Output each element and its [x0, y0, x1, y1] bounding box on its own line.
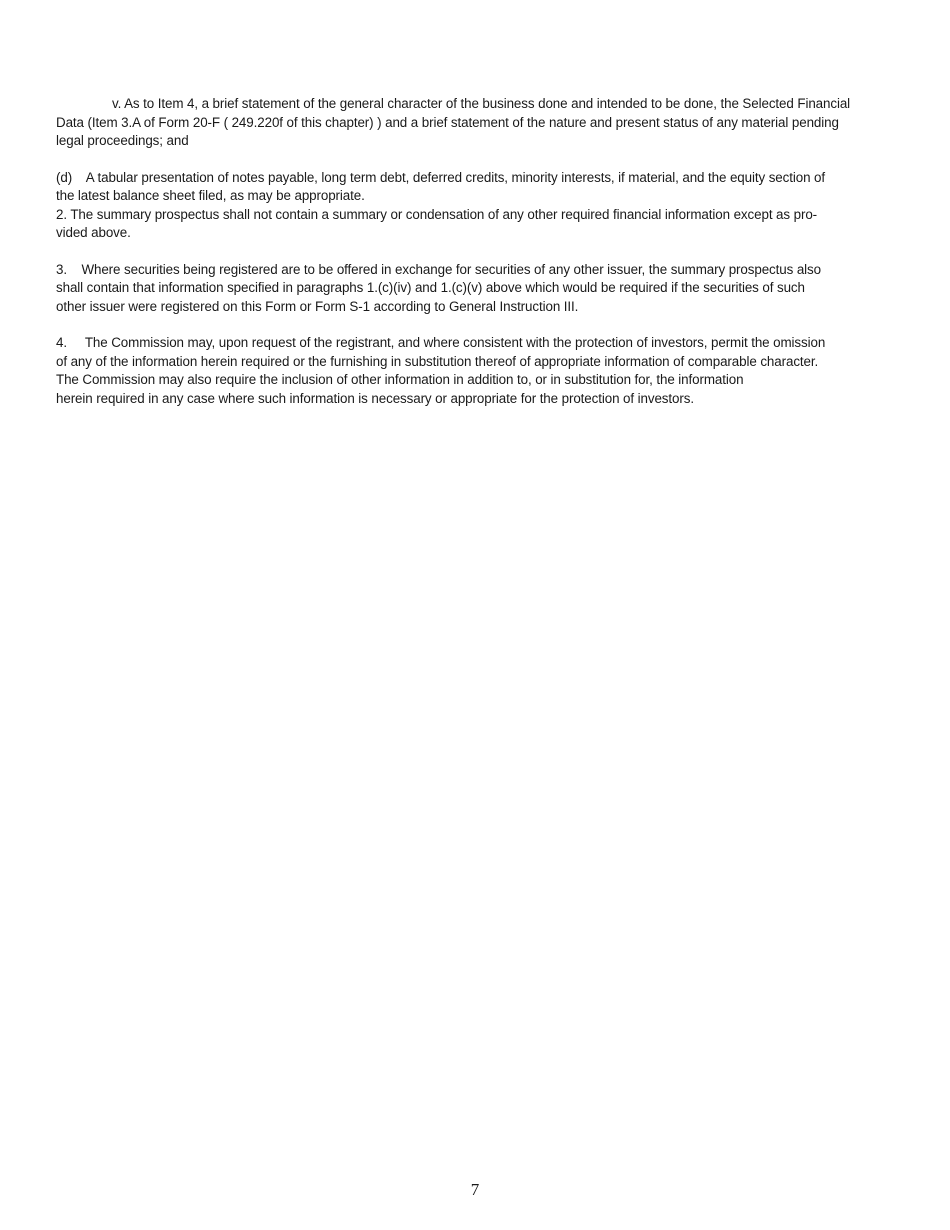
text-line: shall contain that information specified in paragraphs 1.(c)(iv) and 1.(c)(v) above which would be required if the securities of such: [56, 280, 805, 295]
document-body: [56, 95, 896, 408]
paragraph-item-d: [56, 169, 896, 206]
text-line: The Commission may also require the inclusion of other information in addition to, or in substitution for, the information: [56, 372, 744, 387]
paragraph-item-2: [56, 206, 896, 243]
page-number: 7: [470, 1180, 480, 1199]
paragraph-item-3: [56, 261, 896, 317]
text-line: herein required in any case where such information is necessary or appropriate for the protection of investors.: [56, 390, 694, 406]
paragraph-item-v: [56, 95, 896, 151]
text-line: v. As to Item 4, a brief statement of the general character of the business done and intended to be done, the Selected Financial: [112, 96, 851, 111]
text-line: (d) A tabular presentation of notes payable, long term debt, deferred credits, minority interests, if material, and the equity section of: [56, 169, 826, 185]
text-line: the latest balance sheet filed, as may be appropriate.: [56, 188, 365, 203]
text-line: 3. Where securities being registered are to be offered in exchange for securities of any other issuer, the summary prospectus also: [56, 261, 821, 277]
text-line: vided above.: [56, 225, 131, 240]
text-line: of any of the information herein required or the furnishing in substitution thereof of appropriate information of comparable character.: [56, 353, 819, 369]
text-line: 4. The Commission may, upon request of the registrant, and where consistent with the protection of investors, permit the omission: [56, 335, 826, 350]
text-line: legal proceedings; and: [56, 133, 189, 148]
text-line: 2. The summary prospectus shall not contain a summary or condensation of any other required financial information except as pro-: [56, 206, 818, 222]
text-line: other issuer were registered on this Form or Form S-1 according to General Instruction III.: [56, 298, 579, 314]
text-line: Data (Item 3.A of Form 20-F ( 249.220f of this chapter) ) and a brief statement of the nature and present status of any material pending: [56, 114, 839, 130]
paragraph-item-4: [56, 334, 896, 408]
